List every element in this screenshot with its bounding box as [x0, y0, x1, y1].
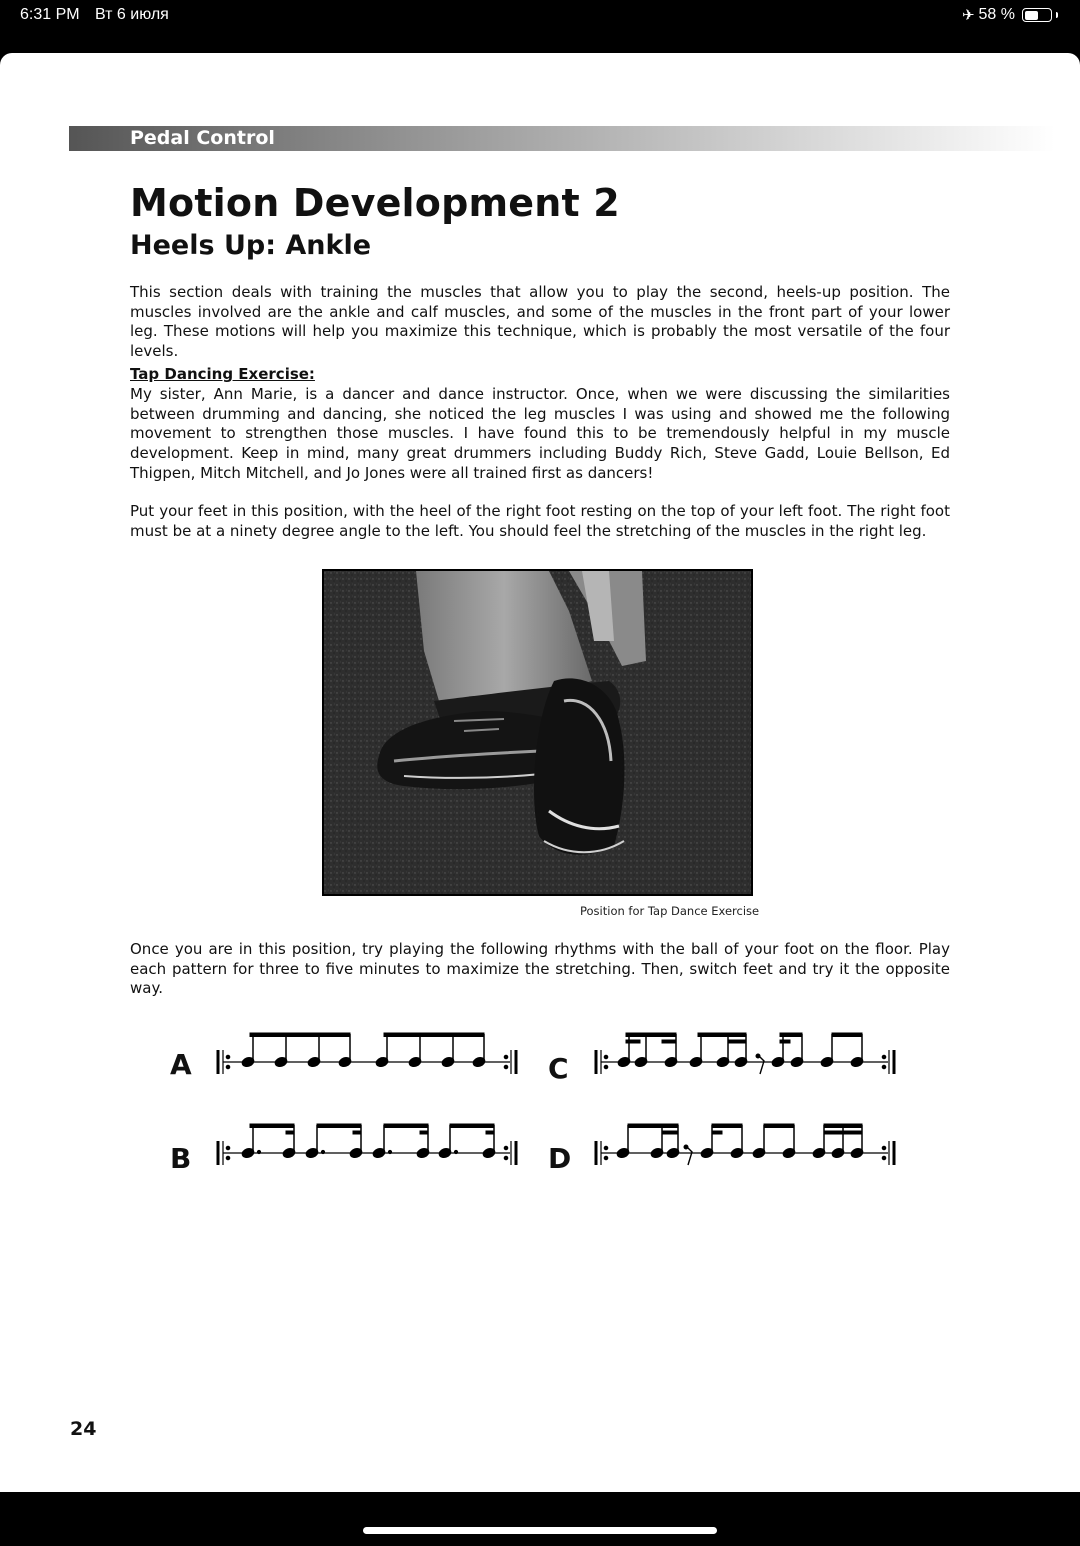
pattern-c-label: C [548, 1052, 569, 1085]
pattern-d-label: D [548, 1142, 572, 1175]
position-paragraph: Put your feet in this position, with the heel of the right foot resting on the top of your left foot. The right foot must be at a ninety degree angle to the left. You should feel the stretching of the muscles in the right leg. [130, 502, 950, 540]
pattern-a-label: A [170, 1048, 192, 1081]
page-number: 24 [70, 1418, 97, 1440]
status-time: 6:31 PM [20, 6, 80, 23]
document-page[interactable] [0, 53, 1080, 1492]
photo-caption: Position for Tap Dance Exercise [580, 904, 760, 918]
page-subtitle: Heels Up: Ankle [130, 230, 372, 261]
rhythm-pattern-c [588, 1028, 908, 1088]
status-date: Вт 6 июля [95, 6, 169, 23]
rhythm-pattern-d [588, 1119, 908, 1179]
exercise-heading: Tap Dancing Exercise: [130, 365, 315, 383]
status-bar [0, 0, 1080, 34]
notes-a [241, 1033, 486, 1068]
rhythm-pattern-a [210, 1028, 530, 1088]
intro-paragraph: This section deals with training the muscles that allow you to play the second, heels-up position. The muscles involved are the ankle and calf muscles, and some of the muscles in the front part of your lower leg. These motions will help you maximize this technique, which is probably the most versatile of the four levels. [130, 283, 950, 361]
status-indicators [962, 6, 1058, 24]
battery-fill [1025, 11, 1039, 20]
airplane-mode-icon: ✈ [961, 7, 975, 24]
section-header-band [69, 126, 1055, 151]
rhythm-paragraph: Once you are in this position, try playing the following rhythms with the ball of your foot on the floor. Play each pattern for three to five minutes to maximize the stretching. Then, switch feet and try it the opposite way. [130, 940, 950, 998]
battery-icon [1022, 8, 1052, 22]
rhythm-pattern-b [210, 1119, 530, 1179]
feet-illustration [324, 571, 751, 894]
battery-percent: 58 % [978, 6, 1015, 23]
section-header: Pedal Control [130, 127, 275, 149]
pattern-b-label: B [170, 1142, 192, 1175]
exercise-paragraph: My sister, Ann Marie, is a dancer and dance instructor. Once, when we were discussing the similarities between drumming and dancing, she noticed the leg muscles I was using and showed me the following movement to strengthen those muscles. I have found this to be tremendously helpful in my muscle development. Keep in mind, many great drummers including Buddy Rich, Steve Gadd, Louie Bellson, Ed Thigpen, Mitch Mitchell, and Jo Jones were all trained first as dancers! [130, 385, 950, 482]
home-indicator[interactable] [363, 1527, 717, 1534]
tap-dance-photo [322, 569, 753, 896]
page-title: Motion Development 2 [130, 181, 620, 225]
battery-tip [1056, 12, 1058, 18]
